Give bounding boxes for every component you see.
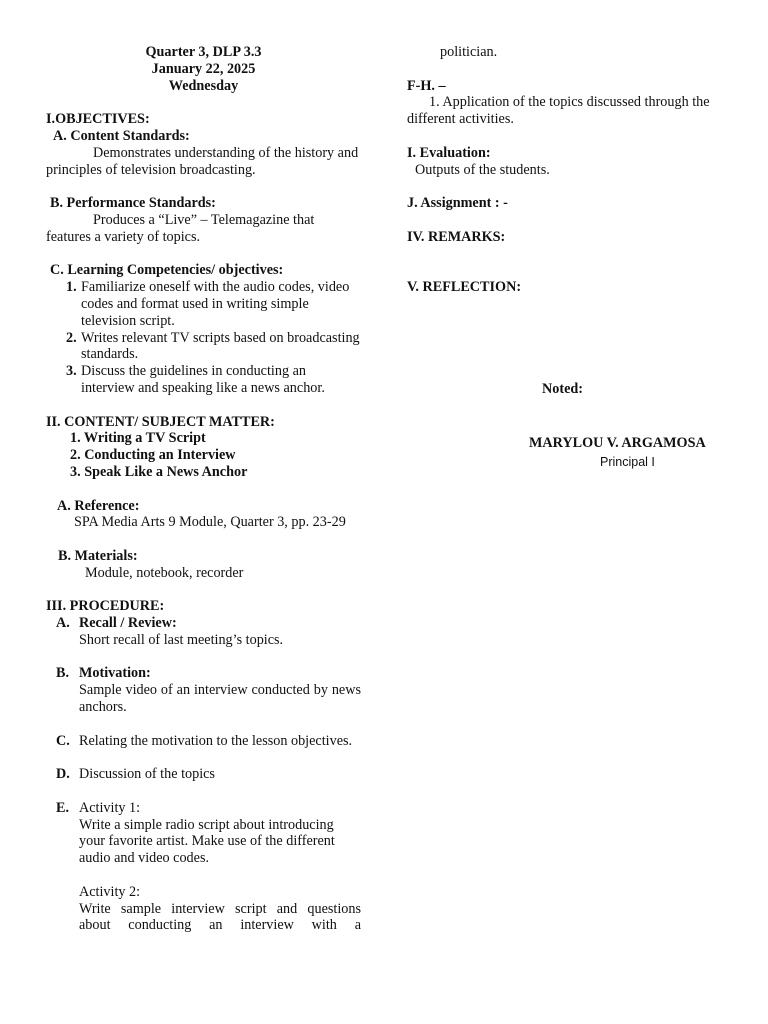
remarks-label: IV. REMARKS: [407,228,506,245]
procedure-c: C. Relating the motivation to the lesson objectives. [46,733,361,750]
activity2-continuation: politician. [440,44,498,60]
list-item: 1. Familiarize oneself with the audio codes, video codes and format used in writing simple television script. [66,279,350,329]
recall-text: Short recall of last meeting’s topics. [79,631,284,648]
content-standards-label: A. Content Standards: [53,127,190,144]
list-item: 2. Writes relevant TV scripts based on broadcasting standards. [66,329,360,363]
performance-standards-label: B. Performance Standards: [50,195,216,212]
content-list [46,430,361,480]
procedure-heading: III. PROCEDURE: [46,598,165,615]
performance-standards-text: Produces a “Live” – Telemagazine that features a variety of topics. [46,211,315,245]
date-line: January 22, 2025 [151,60,256,77]
left-column [46,44,361,934]
procedure-c-text: Relating the motivation to the lesson objectives. [79,732,353,749]
list-item: 1. Writing a TV Script [70,430,206,447]
materials-text: Module, notebook, recorder [85,564,244,581]
evaluation-label: I. Evaluation: [407,144,491,161]
competencies-list [46,279,361,397]
activity1-text: Write a simple radio script about introducing your favorite artist. Make use of the different audio and video codes. [79,816,335,867]
list-item: 3. Discuss the guidelines in conducting an interview and speaking like a news anchor. [66,363,325,396]
activity1-label: Activity 1: [79,799,141,816]
procedure-a: A. Recall / Review: Short recall of last meeting’s topics. [46,615,361,649]
procedure-d: D. Discussion of the topics [46,766,361,783]
motivation-label: Motivation: [79,665,151,682]
procedure-d-text: Discussion of the topics [79,766,215,783]
procedure-e: E. Activity 1: Write a simple radio script about introducing your favorite artist. Make use of the different audio and video codes. Activity 2: Write sample interview script and questions about conducting an interview with a [56,799,361,934]
reference-text: SPA Media Arts 9 Module, Quarter 3, pp. 23-29 [74,514,346,531]
signatory-position: Principal I [600,455,655,469]
motivation-text: Sample video of an interview conducted by news anchors. [79,682,361,716]
content-standards-text: Demonstrates understanding of the history and principles of television broadcasting. [46,144,359,178]
day-line: Wednesday [168,77,239,94]
materials-label: B. Materials: [58,547,138,564]
list-item: 3. Speak Like a News Anchor [70,463,248,480]
reference-label: A. Reference: [57,497,140,514]
procedure-b: B. Motivation: Sample video of an interview conducted by news anchors. [56,665,361,716]
fh-text: 1. Application of the topics discussed through the different activities. [407,94,710,128]
reflection-label: V. REFLECTION: [407,279,522,296]
list-item: 2. Conducting an Interview [70,447,236,464]
objectives-heading: I.OBJECTIVES: [46,111,150,128]
signatory-name: MARYLOU V. ARGAMOSA [529,435,706,451]
noted-label: Noted: [542,381,583,397]
evaluation-text: Outputs of the students. [415,161,550,178]
recall-label: Recall / Review: [79,615,177,632]
content-heading: II. CONTENT/ SUBJECT MATTER: [46,413,275,430]
fh-label: F-H. – [407,77,446,94]
activity2-text: Write sample interview script and questions about conducting an interview with a [79,900,361,934]
competencies-label: C. Learning Competencies/ objectives: [50,262,284,279]
right-column [407,44,727,296]
activity2-label: Activity 2: [79,883,141,900]
quarter-line: Quarter 3, DLP 3.3 [145,44,262,60]
header-block [46,44,361,94]
assignment-label: J. Assignment : - [407,195,508,212]
